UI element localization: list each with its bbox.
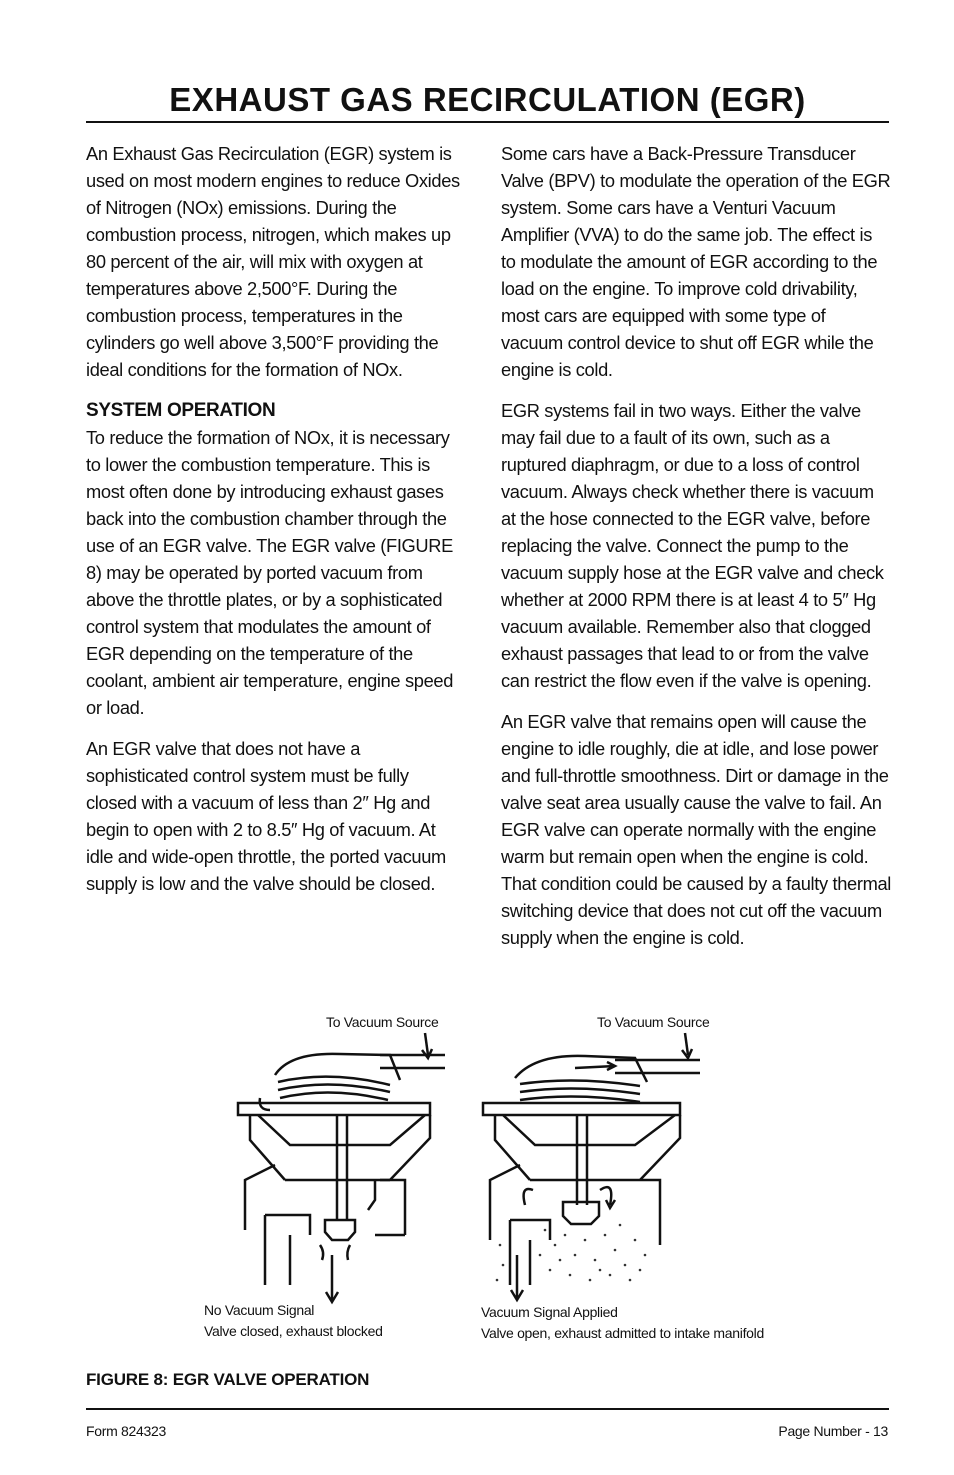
open-valve-paragraph: An EGR valve that remains open will cause the engine to idle roughly, die at idle, and lose power and full-throttle smoothness. Dirt or damage in the valve seat area usually cause the valve to fail. An EGR valve can operate normally with the engine warm but remain open when the engine is cold. That condition could be caused by a faulty thermal switching device that does not cut off the vacuum supply when the engine is cold. bbox=[501, 711, 892, 948]
left-vacuum-source-label: To Vacuum Source bbox=[326, 1014, 439, 1030]
right-caption-line1: Vacuum Signal Applied bbox=[481, 1304, 618, 1320]
form-number: Form 824323 bbox=[86, 1423, 166, 1439]
bpv-paragraph: Some cars have a Back-Pressure Transducer Valve (BPV) to modulate the operation of the EGR system. Some cars have a Venturi Vacuum Amplifier (VVA) to do the same job. The effect is to modulate the amount of EGR according to the load on the engine. To improve cold drivability, most cars are equipped with some type of vacuum control device to shut off EGR while the engine is cold. bbox=[501, 143, 891, 380]
failure-paragraph: EGR systems fail in two ways. Either the valve may fail due to a fault of its own, such as a ruptured diaphragm, or due to a loss of control vacuum. Always check whether there is vacuum at the hose connected to the EGR valve, before replacing the valve. Connect the pump to the vacuum supply hose at the EGR valve and check whether at 2000 RPM there is at least 4 to 5″ Hg vacuum available. Remember also that clogged exhaust passages that lead to or from the valve can restrict the flow even if the valve is opening. bbox=[501, 400, 884, 691]
title-divider bbox=[86, 121, 889, 123]
egr-valve-open-illustration bbox=[475, 1030, 705, 1305]
system-operation-paragraph: To reduce the formation of NOx, it is necessary to lower the combustion temperature. This is most often done by introducing exhaust gases back into the combustion chamber through the use of an EGR valve. The EGR valve (FIGURE 8) may be operated by ported vacuum from above the throttle plates, or by a sophisticated control system that modulates the amount of EGR depending on the temperature of the coolant, ambient air temperature, engine speed or load. bbox=[86, 427, 454, 718]
left-column bbox=[86, 140, 464, 911]
left-caption-line2: Valve closed, exhaust blocked bbox=[204, 1323, 383, 1339]
section-heading: SYSTEM OPERATION bbox=[86, 400, 276, 421]
right-caption-line2: Valve open, exhaust admitted to intake manifold bbox=[481, 1325, 764, 1341]
right-vacuum-source-label: To Vacuum Source bbox=[597, 1014, 710, 1030]
page-number: Page Number - 13 bbox=[778, 1423, 888, 1439]
footer-divider bbox=[86, 1408, 889, 1410]
valve-vacuum-paragraph: An EGR valve that does not have a sophisticated control system must be fully closed with a vacuum of less than 2″ Hg and begin to open with 2 to 8.5″ Hg of vacuum. At idle and wide-open throttle, the ported vacuum supply is low and the valve should be closed. bbox=[86, 738, 446, 894]
figure-caption: FIGURE 8: EGR VALVE OPERATION bbox=[86, 1370, 370, 1389]
left-caption-line1: No Vacuum Signal bbox=[204, 1302, 315, 1318]
right-column bbox=[501, 140, 891, 965]
page-title: EXHAUST GAS RECIRCULATION (EGR) bbox=[169, 81, 806, 118]
intro-paragraph: An Exhaust Gas Recirculation (EGR) system is used on most modern engines to reduce Oxides of Nitrogen (NOx) emissions. During the combustion process, nitrogen, which makes up 80 percent of the air, will mix with oxygen at temperatures above 2,500°F. During the combustion process, temperatures in the cylinders go well above 3,500°F providing the ideal conditions for the formation of NOx. bbox=[86, 143, 460, 380]
egr-valve-closed-illustration bbox=[230, 1030, 450, 1305]
